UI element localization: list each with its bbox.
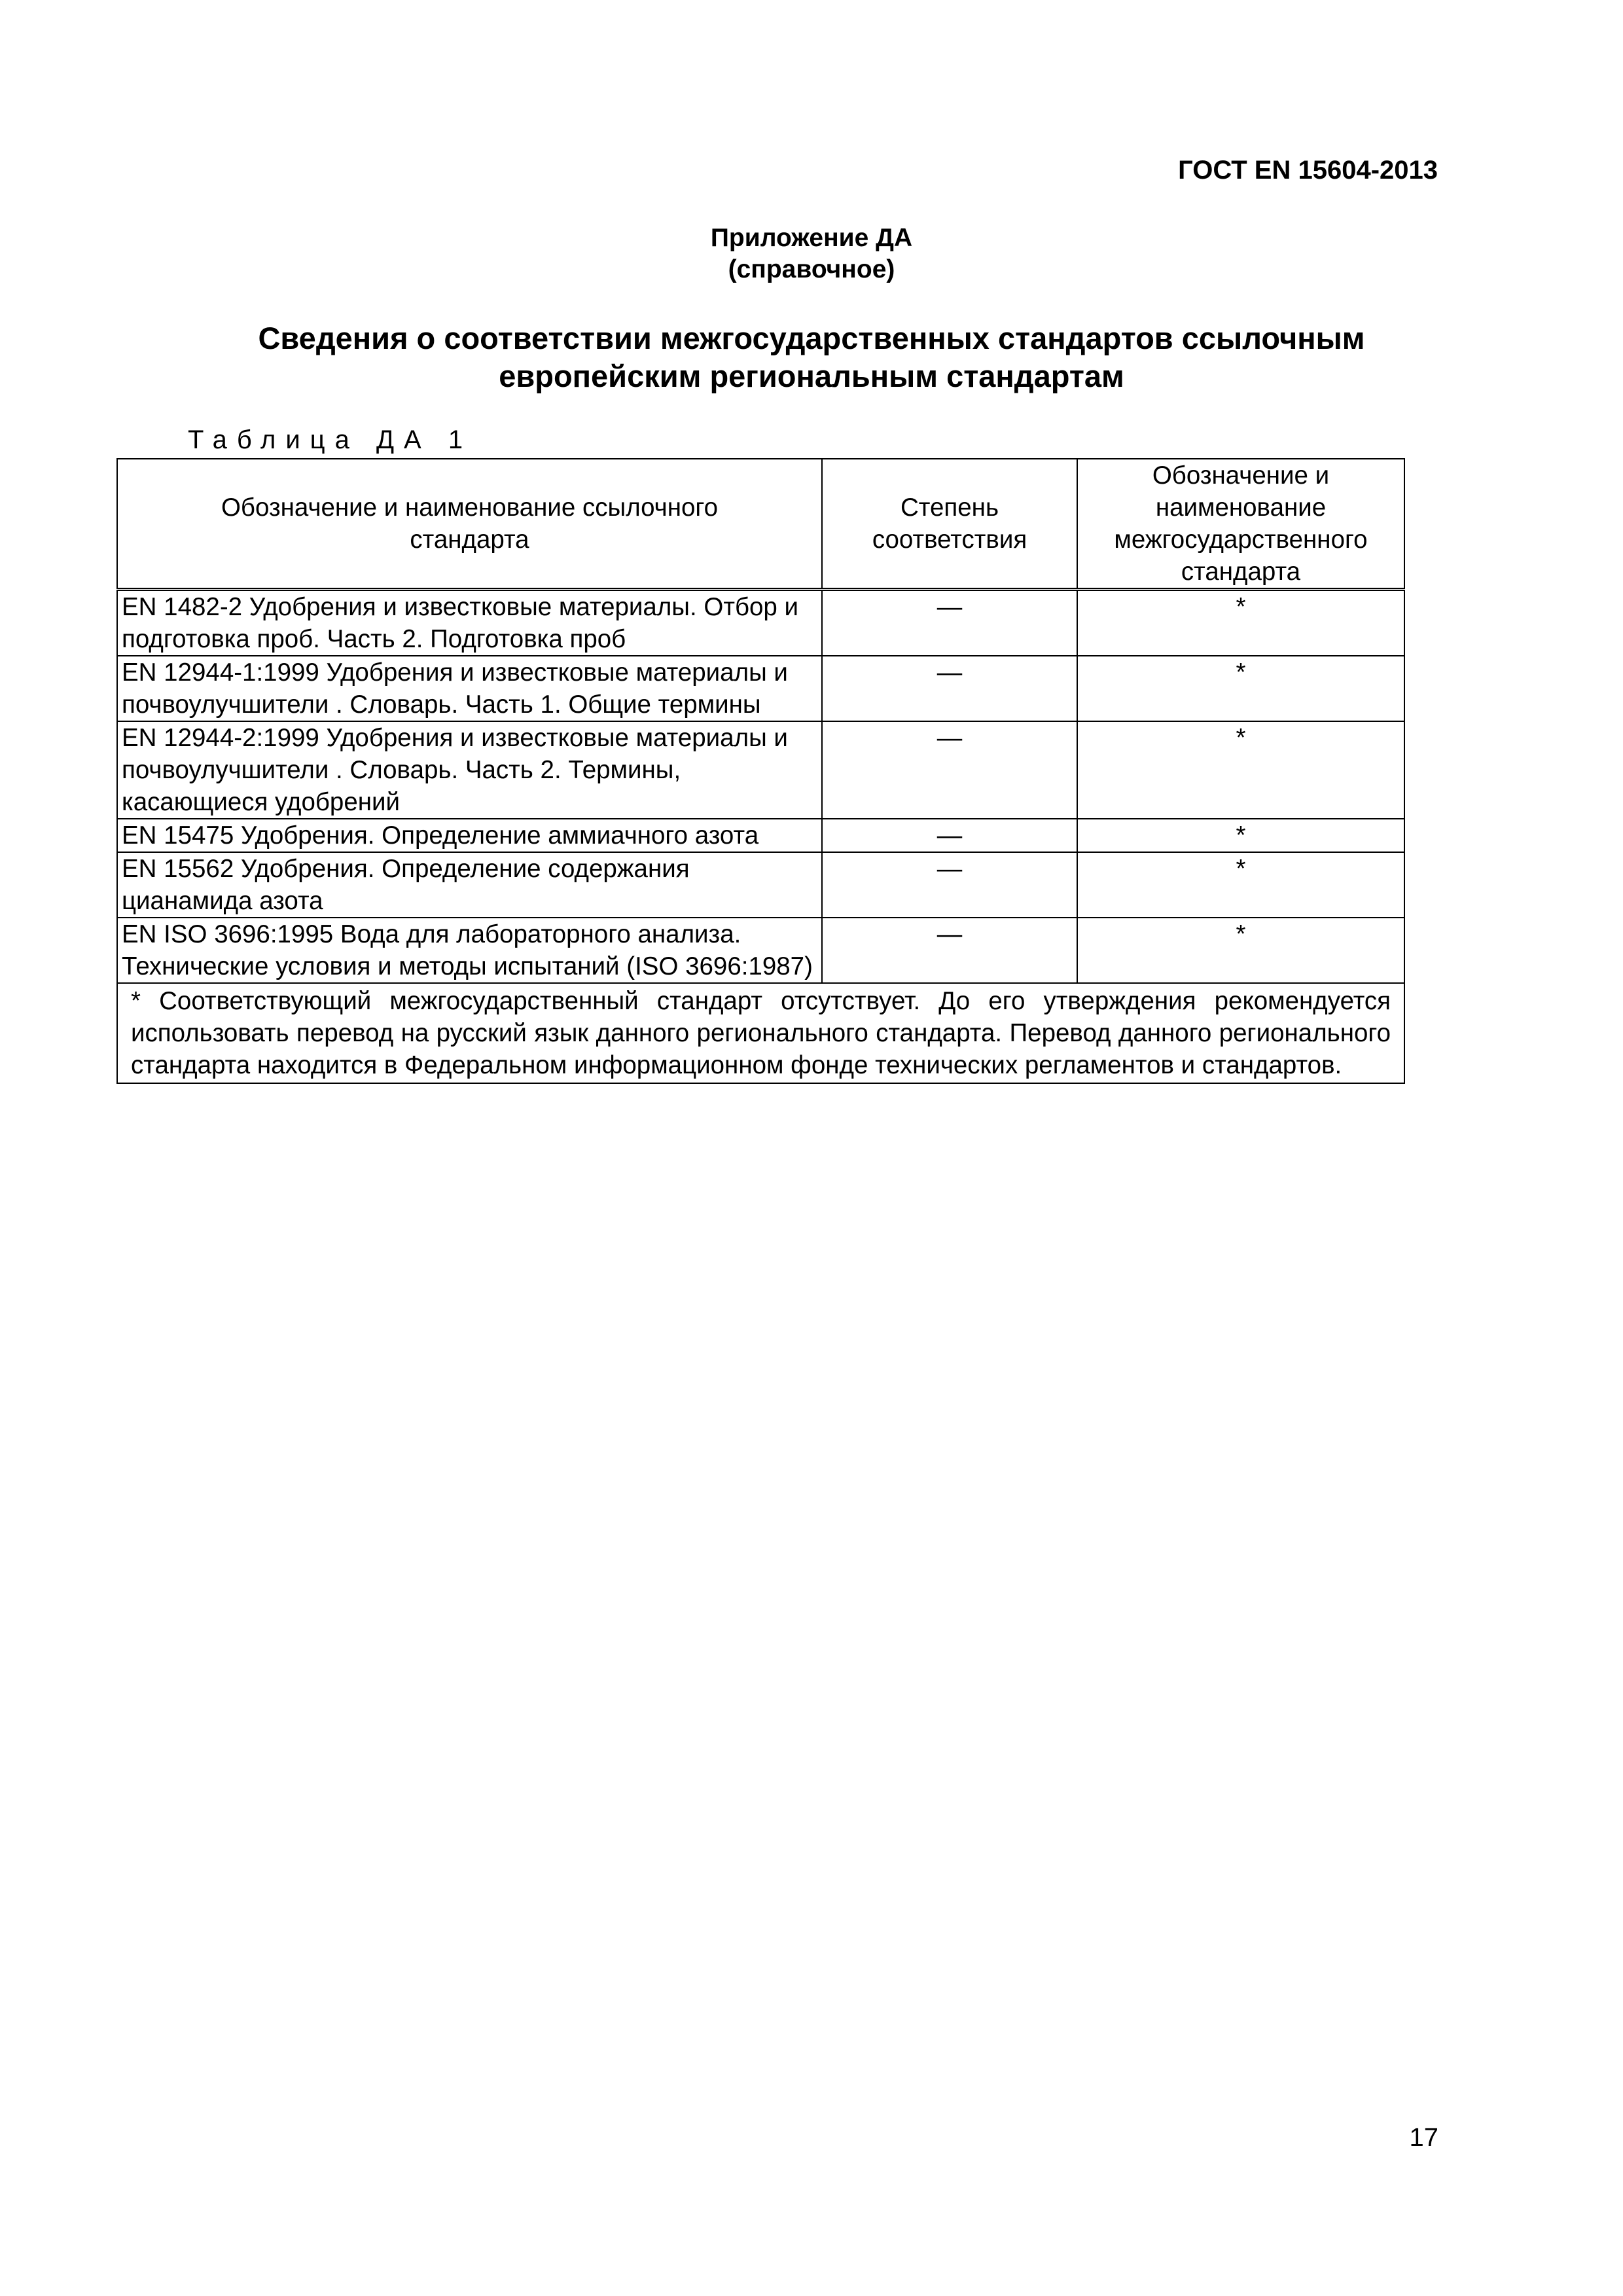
cell-reference: EN 15475 Удобрения. Определение аммиачного азота bbox=[117, 819, 822, 852]
table-row bbox=[117, 918, 1404, 983]
annex-subtitle: (справочное) bbox=[728, 255, 895, 283]
cell-reference: EN 15562 Удобрения. Определение содержания цианамида азота bbox=[117, 852, 822, 918]
page-number: 17 bbox=[1409, 2123, 1438, 2152]
table-footnote: * Соответствующий межгосударственный стандарт отсутствует. До его утверждения рекомендуется использовать перевод на русский язык данного регионального стандарта. Перевод данного регионального стандарта находится в Федеральном информационном фонде технических регламентов и стандартов. bbox=[117, 983, 1404, 1083]
cell-degree: — bbox=[822, 656, 1077, 721]
header-degree: Степень соответствия bbox=[822, 459, 1077, 590]
cell-interstate: * bbox=[1077, 918, 1404, 983]
cell-interstate: * bbox=[1077, 852, 1404, 918]
cell-degree: — bbox=[822, 590, 1077, 656]
cell-degree: — bbox=[822, 721, 1077, 819]
header-reference-standard: Обозначение и наименование ссылочного стандарта bbox=[117, 459, 822, 590]
cell-degree: — bbox=[822, 918, 1077, 983]
cell-reference: EN 12944-2:1999 Удобрения и известковые материалы и почвоулучшители . Словарь. Часть 2. Термины, касающиеся удобрений bbox=[117, 721, 822, 819]
document-code: ГОСТ EN 15604-2013 bbox=[1178, 156, 1438, 185]
cell-interstate: * bbox=[1077, 656, 1404, 721]
cell-interstate: * bbox=[1077, 590, 1404, 656]
table-row bbox=[117, 852, 1404, 918]
table-caption: Таблица ДА 1 bbox=[188, 425, 473, 454]
table-footnote-row bbox=[117, 983, 1404, 1083]
page-title bbox=[0, 319, 1623, 395]
page-title-line-2: европейским региональным стандартам bbox=[499, 359, 1124, 393]
page-title-line-1: Сведения о соответствии межгосударственных стандартов ссылочным bbox=[258, 321, 1365, 355]
cell-interstate: * bbox=[1077, 819, 1404, 852]
cell-reference: EN ISO 3696:1995 Вода для лабораторного анализа. Технические условия и методы испытаний (ISO 3696:1987) bbox=[117, 918, 822, 983]
cell-reference: EN 12944-1:1999 Удобрения и известковые материалы и почвоулучшители . Словарь. Часть 1. Общие термины bbox=[117, 656, 822, 721]
annex-heading bbox=[0, 223, 1623, 285]
table-header-row bbox=[117, 459, 1404, 590]
annex-title: Приложение ДА bbox=[710, 224, 913, 252]
cell-degree: — bbox=[822, 819, 1077, 852]
table-row bbox=[117, 721, 1404, 819]
header-interstate-standard: Обозначение и наименование межгосударственного стандарта bbox=[1077, 459, 1404, 590]
standards-table bbox=[116, 458, 1405, 1084]
cell-interstate: * bbox=[1077, 721, 1404, 819]
table-row bbox=[117, 819, 1404, 852]
table-row bbox=[117, 656, 1404, 721]
table-row bbox=[117, 590, 1404, 656]
cell-reference: EN 1482-2 Удобрения и известковые материалы. Отбор и подготовка проб. Часть 2. Подготовка проб bbox=[117, 590, 822, 656]
cell-degree: — bbox=[822, 852, 1077, 918]
